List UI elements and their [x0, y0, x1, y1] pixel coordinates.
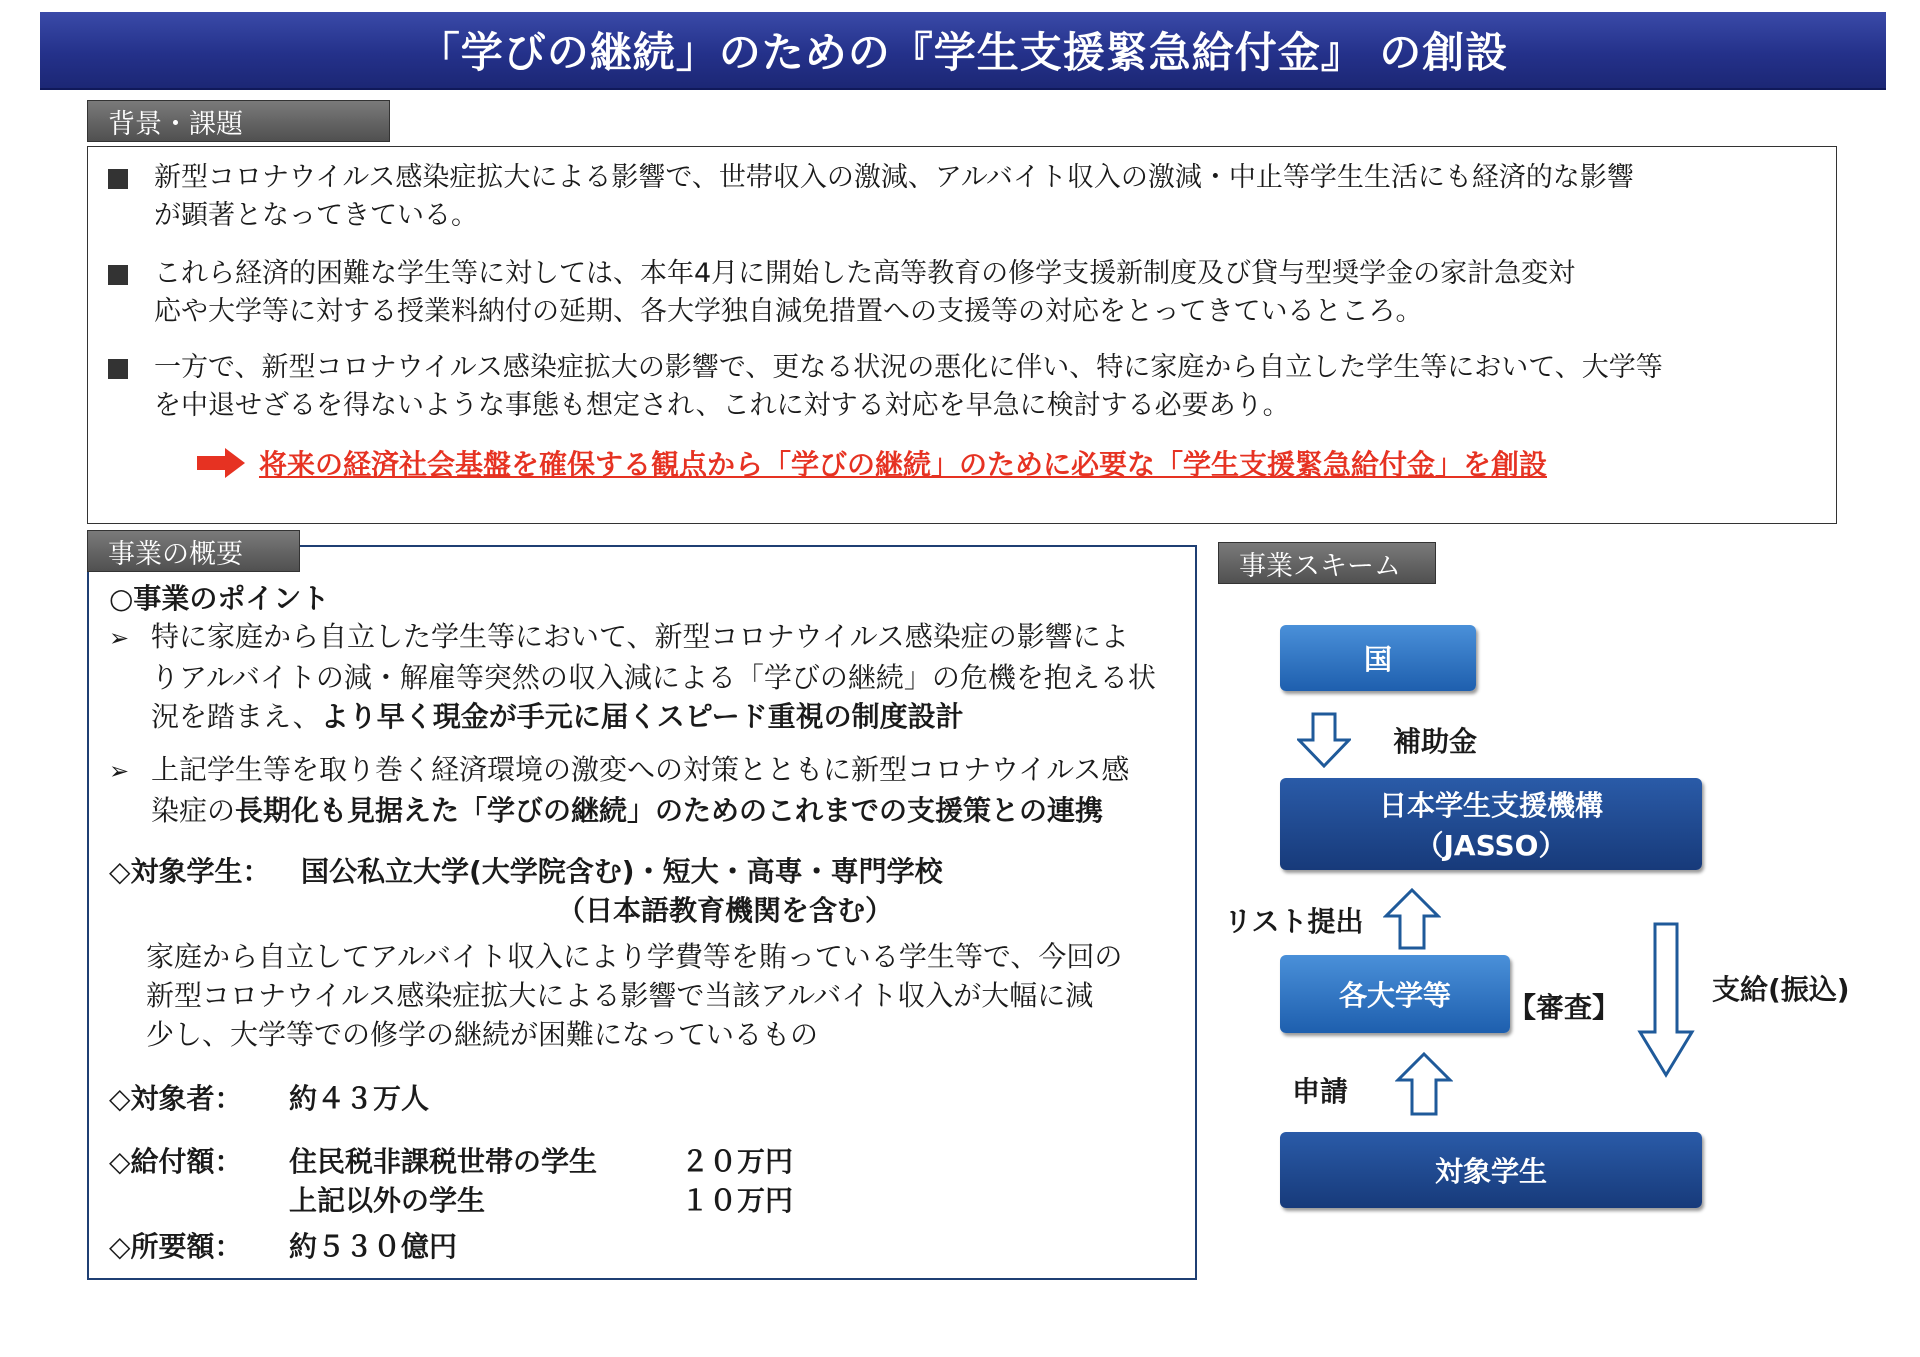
arrow-down-icon	[1297, 712, 1351, 768]
jasso-box: 日本学生支援機構 （JASSO）	[1280, 778, 1702, 870]
budget-value: 約５３０億円	[289, 1230, 458, 1263]
budget-label: ◇所要額：	[109, 1230, 243, 1263]
page-title: 「学びの継続」のための『学生支援緊急給付金』 の創設	[40, 12, 1886, 88]
amount-row-1-value: ２０万円	[681, 1145, 794, 1178]
points-heading: ○事業のポイント	[109, 582, 330, 615]
point-2: ➢ 上記学生等を取り巻く経済環境の激変への対策とともに新型コロナウイルス感 染症の長期化も見据えた「学びの継続」のためのこれまでの支援策との連携	[109, 753, 1130, 827]
students-box: 対象学生	[1280, 1132, 1702, 1208]
payment-label: 支給(振込)	[1712, 973, 1850, 1006]
square-bullet-icon	[108, 265, 128, 285]
amount-label: ◇給付額：	[109, 1145, 243, 1178]
target-students-value: 国公私立大学(大学院含む)・短大・高専・専門学校	[301, 855, 943, 888]
recipients-value: 約４３万人	[289, 1082, 430, 1115]
arrow-up-icon	[1395, 1052, 1453, 1116]
section-label-background: 背景・課題	[87, 100, 390, 142]
target-students-value-2: （日本語教育機関を含む）	[557, 894, 894, 927]
square-bullet-icon	[108, 169, 128, 189]
amount-row-2-who: 上記以外の学生	[289, 1184, 486, 1217]
point-1: ➢ 特に家庭から自立した学生等において、新型コロナウイルス感染症の影響によ りアルバイトの減・解雇等突然の収入減による「学びの継続」の危機を抱える状 況を踏まえ、より早く現金が手元に届くスピード重視の制度設計	[109, 620, 1156, 733]
conclusion	[197, 443, 1547, 483]
section-label-overview: 事業の概要	[87, 530, 300, 572]
chevron-right-icon: ➢	[109, 757, 130, 785]
arrow-down-long-icon	[1637, 922, 1695, 1078]
arrow-up-icon	[1383, 888, 1441, 950]
subsidy-label: 補助金	[1393, 725, 1478, 758]
list-submit-label: リスト提出	[1224, 905, 1364, 938]
background-bullet-3: 一方で、新型コロナウイルス感染症拡大の影響で、更なる状況の悪化に伴い、特に家庭から自立した学生等において、大学等 を中退せざるを得ないような事態も想定され、これに対する対応を早急に検討する必要あり。	[108, 349, 1818, 425]
conclusion-text: 将来の経済社会基盤を確保する観点から「学びの継続」のために必要な「学生支援緊急給付金」を創設	[259, 448, 1548, 481]
target-students-label: ◇対象学生：	[109, 855, 271, 888]
chevron-right-icon: ➢	[109, 624, 130, 652]
background-bullet-1: 新型コロナウイルス感染症拡大による影響で、世帯収入の激減、アルバイト収入の激減・中止等学生生活にも経済的な影響 が顕著となってきている。	[108, 159, 1818, 235]
amount-row-1-who: 住民税非課税世帯の学生	[289, 1145, 598, 1178]
amount-row-2-value: １０万円	[681, 1184, 794, 1217]
review-label: 【審査】	[1508, 991, 1621, 1024]
universities-box: 各大学等	[1280, 955, 1510, 1033]
country-box: 国	[1280, 625, 1476, 691]
overview-box	[87, 545, 1197, 1280]
recipients-label: ◇対象者：	[109, 1082, 243, 1115]
apply-label: 申請	[1292, 1075, 1349, 1108]
section-label-scheme: 事業スキーム	[1218, 542, 1436, 584]
target-students-desc: 家庭から自立してアルバイト収入により学費等を賄っている学生等で、今回の 新型コロナウイルス感染症拡大による影響で当該アルバイト収入が大幅に減 少し、大学等での修学の継続が困難になっているもの	[146, 940, 1123, 1051]
red-arrow-right-icon	[197, 448, 245, 478]
background-bullet-2: これら経済的困難な学生等に対しては、本年4月に開始した高等教育の修学支援新制度及び貸与型奨学金の家計急変対 応や大学等に対する授業料納付の延期、各大学独自減免措置への支援等の対応をとってきているところ。	[108, 255, 1818, 331]
square-bullet-icon	[108, 359, 128, 379]
